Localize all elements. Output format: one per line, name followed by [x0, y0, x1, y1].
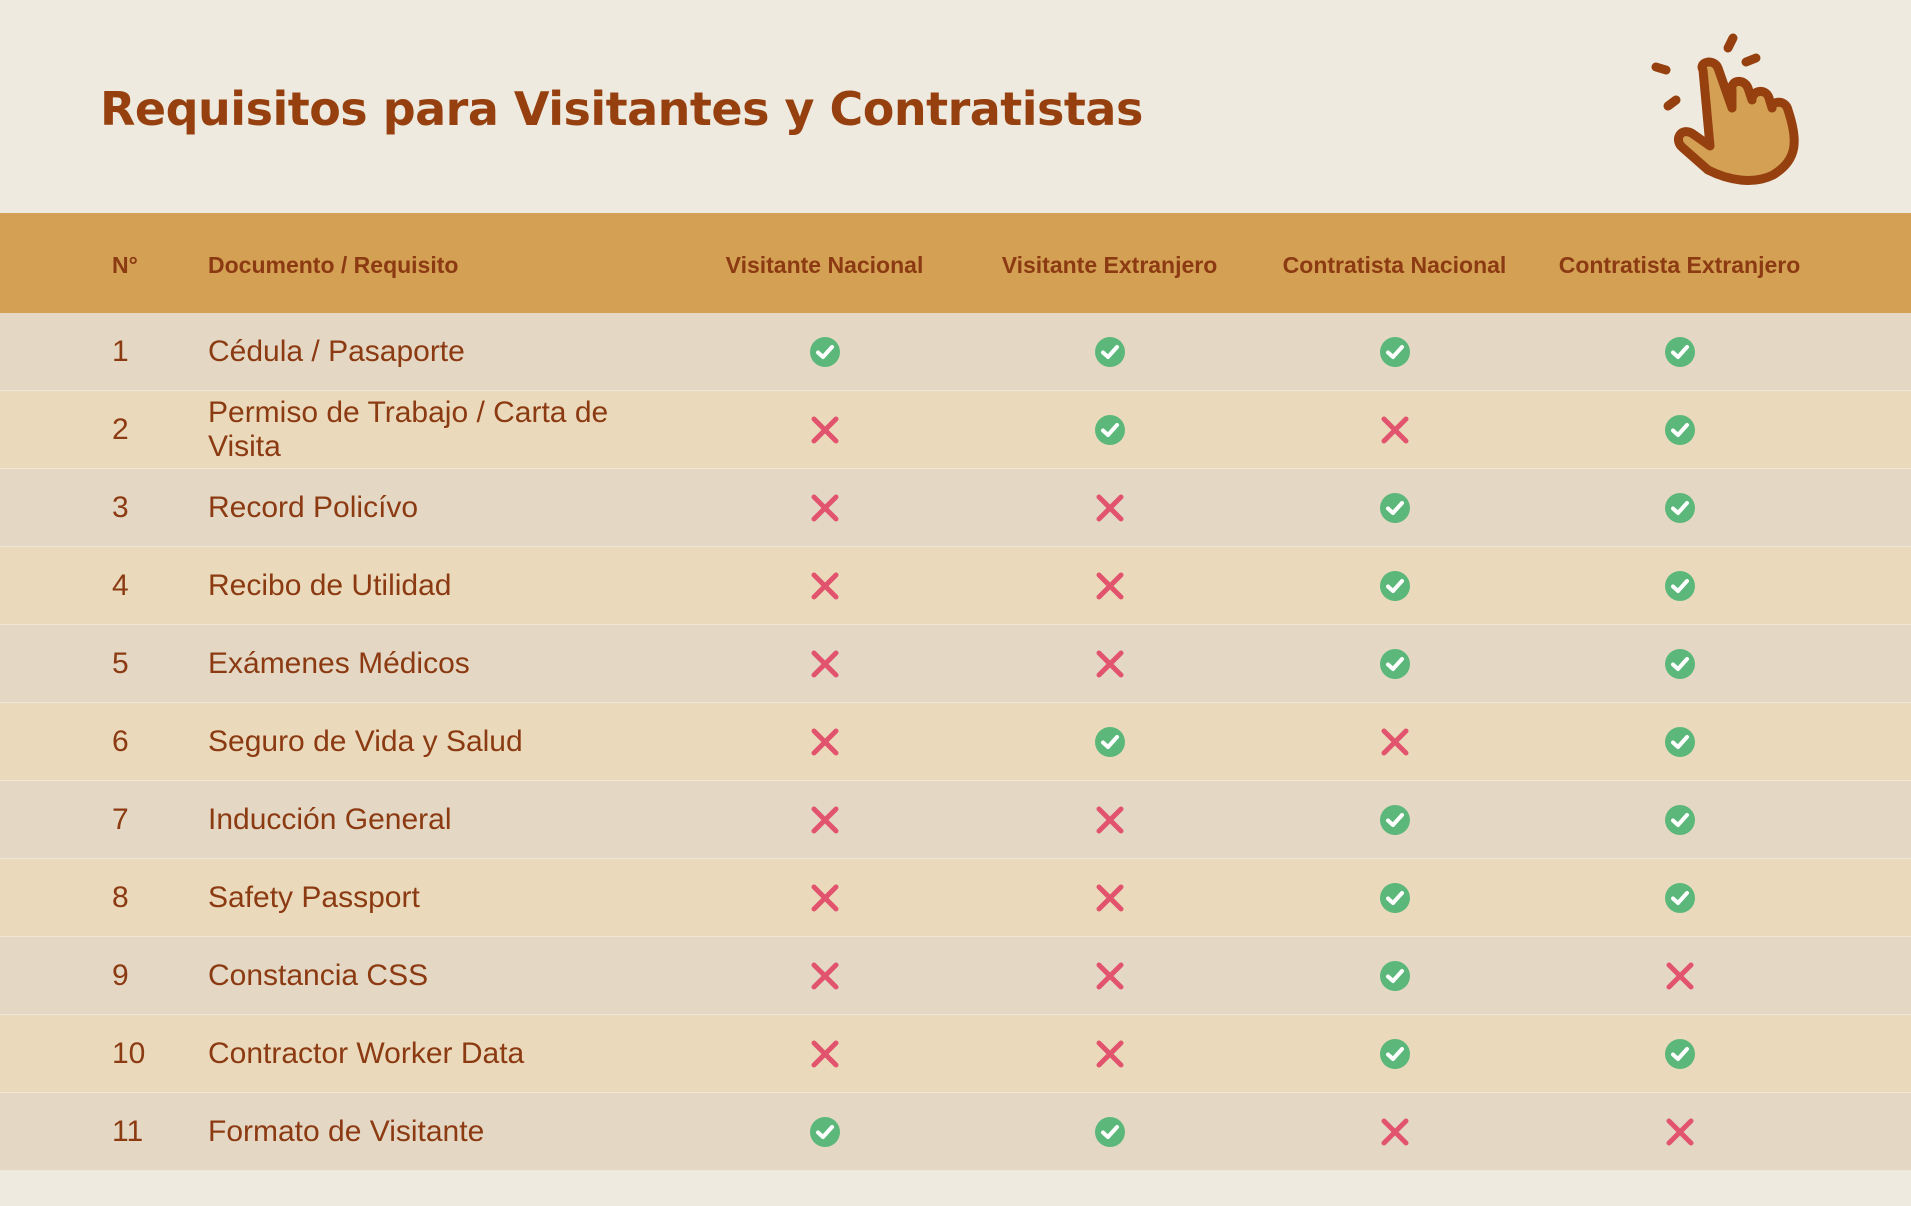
- check-circle-icon: [1379, 492, 1411, 524]
- requirements-table: [0, 213, 1911, 1171]
- check-circle-icon: [1664, 570, 1696, 602]
- row-number: 7: [112, 802, 129, 836]
- row-document: Constancia CSS: [208, 958, 429, 992]
- mark-cell: [1537, 960, 1822, 992]
- check-circle-icon: [1664, 1038, 1696, 1070]
- check-circle-icon: [1664, 804, 1696, 836]
- header-number: N°: [112, 251, 138, 278]
- cross-icon: [1094, 882, 1126, 914]
- check-circle-icon: [1664, 414, 1696, 446]
- mark-cell: [1252, 492, 1537, 524]
- mark-cell: [682, 1116, 967, 1148]
- mark-cell: [967, 570, 1252, 602]
- mark-cell: [1537, 414, 1822, 446]
- table-row: [0, 391, 1911, 469]
- row-document: Exámenes Médicos: [208, 646, 470, 680]
- cross-icon: [1094, 960, 1126, 992]
- row-document: Inducción General: [208, 802, 452, 836]
- header-contratista-nacional: Contratista Nacional: [1282, 251, 1507, 278]
- cross-icon: [1379, 726, 1411, 758]
- table-row: [0, 547, 1911, 625]
- row-number: 11: [112, 1114, 144, 1148]
- mark-cell: [682, 492, 967, 524]
- mark-cell: [682, 882, 967, 914]
- cross-icon: [809, 804, 841, 836]
- mark-cell: [967, 648, 1252, 680]
- cross-icon: [809, 570, 841, 602]
- row-number: 4: [112, 568, 129, 602]
- mark-cell: [1252, 1038, 1537, 1070]
- check-circle-icon: [1664, 726, 1696, 758]
- cross-icon: [1094, 492, 1126, 524]
- row-number: 1: [112, 334, 129, 368]
- row-document: Contractor Worker Data: [208, 1036, 525, 1070]
- mark-cell: [1537, 726, 1822, 758]
- cross-icon: [809, 492, 841, 524]
- cross-icon: [809, 882, 841, 914]
- mark-cell: [1252, 960, 1537, 992]
- check-circle-icon: [1094, 414, 1126, 446]
- page-title: Requisitos para Visitantes y Contratistas: [100, 82, 1143, 136]
- mark-cell: [967, 336, 1252, 368]
- cross-icon: [809, 960, 841, 992]
- table-row: [0, 1015, 1911, 1093]
- mark-cell: [682, 1038, 967, 1070]
- mark-cell: [1252, 336, 1537, 368]
- table-row: [0, 1093, 1911, 1171]
- row-number: 9: [112, 958, 129, 992]
- row-number: 2: [112, 412, 129, 446]
- cross-icon: [1094, 1038, 1126, 1070]
- row-document: Cédula / Pasaporte: [208, 334, 465, 368]
- check-circle-icon: [1664, 882, 1696, 914]
- check-circle-icon: [1094, 336, 1126, 368]
- mark-cell: [1537, 804, 1822, 836]
- check-circle-icon: [809, 336, 841, 368]
- mark-cell: [967, 726, 1252, 758]
- header-visitante-nacional: Visitante Nacional: [725, 251, 924, 278]
- mark-cell: [1537, 1116, 1822, 1148]
- check-circle-icon: [1379, 960, 1411, 992]
- mark-cell: [967, 1038, 1252, 1070]
- mark-cell: [1537, 336, 1822, 368]
- cross-icon: [809, 726, 841, 758]
- check-circle-icon: [809, 1116, 841, 1148]
- mark-cell: [967, 1116, 1252, 1148]
- check-circle-icon: [1379, 882, 1411, 914]
- row-number: 8: [112, 880, 129, 914]
- mark-cell: [682, 414, 967, 446]
- table-header-row: [0, 213, 1911, 313]
- check-circle-icon: [1664, 492, 1696, 524]
- header-contratista-extranjero: Contratista Extranjero: [1558, 251, 1801, 278]
- pointing-hand-icon: [1648, 30, 1818, 185]
- table-row: [0, 703, 1911, 781]
- mark-cell: [1252, 882, 1537, 914]
- cross-icon: [809, 648, 841, 680]
- check-circle-icon: [1379, 570, 1411, 602]
- table-row: [0, 469, 1911, 547]
- mark-cell: [682, 726, 967, 758]
- table-row: [0, 313, 1911, 391]
- cross-icon: [1094, 570, 1126, 602]
- check-circle-icon: [1664, 336, 1696, 368]
- check-circle-icon: [1094, 1116, 1126, 1148]
- mark-cell: [1537, 570, 1822, 602]
- row-document: Record Policívo: [208, 490, 419, 524]
- mark-cell: [1537, 492, 1822, 524]
- mark-cell: [967, 882, 1252, 914]
- cross-icon: [809, 414, 841, 446]
- row-number: 10: [112, 1036, 146, 1070]
- check-circle-icon: [1379, 336, 1411, 368]
- mark-cell: [1252, 804, 1537, 836]
- check-circle-icon: [1379, 648, 1411, 680]
- check-circle-icon: [1379, 804, 1411, 836]
- mark-cell: [1537, 648, 1822, 680]
- row-document: Recibo de Utilidad: [208, 568, 452, 602]
- mark-cell: [682, 336, 967, 368]
- table-row: [0, 781, 1911, 859]
- mark-cell: [967, 804, 1252, 836]
- cross-icon: [1664, 1116, 1696, 1148]
- table-row: [0, 937, 1911, 1015]
- header-document: Documento / Requisito: [208, 251, 459, 278]
- mark-cell: [682, 570, 967, 602]
- row-document: Formato de Visitante: [208, 1114, 485, 1148]
- check-circle-icon: [1664, 648, 1696, 680]
- mark-cell: [967, 960, 1252, 992]
- mark-cell: [682, 960, 967, 992]
- cross-icon: [1379, 1116, 1411, 1148]
- mark-cell: [1252, 414, 1537, 446]
- row-number: 3: [112, 490, 129, 524]
- cross-icon: [1664, 960, 1696, 992]
- cross-icon: [1094, 648, 1126, 680]
- mark-cell: [682, 804, 967, 836]
- mark-cell: [967, 492, 1252, 524]
- table-row: [0, 859, 1911, 937]
- row-document: Permiso de Trabajo / Carta de Visita: [208, 395, 609, 463]
- mark-cell: [1252, 648, 1537, 680]
- cross-icon: [809, 1038, 841, 1070]
- row-document: Seguro de Vida y Salud: [208, 724, 523, 758]
- cross-icon: [1379, 414, 1411, 446]
- mark-cell: [682, 648, 967, 680]
- mark-cell: [1537, 1038, 1822, 1070]
- row-number: 6: [112, 724, 129, 758]
- table-row: [0, 625, 1911, 703]
- mark-cell: [1252, 570, 1537, 602]
- header-visitante-extranjero: Visitante Extranjero: [1001, 251, 1218, 278]
- table-body: [0, 313, 1911, 1171]
- mark-cell: [1252, 1116, 1537, 1148]
- mark-cell: [967, 414, 1252, 446]
- mark-cell: [1537, 882, 1822, 914]
- row-number: 5: [112, 646, 129, 680]
- check-circle-icon: [1094, 726, 1126, 758]
- row-document: Safety Passport: [208, 880, 420, 914]
- cross-icon: [1094, 804, 1126, 836]
- check-circle-icon: [1379, 1038, 1411, 1070]
- mark-cell: [1252, 726, 1537, 758]
